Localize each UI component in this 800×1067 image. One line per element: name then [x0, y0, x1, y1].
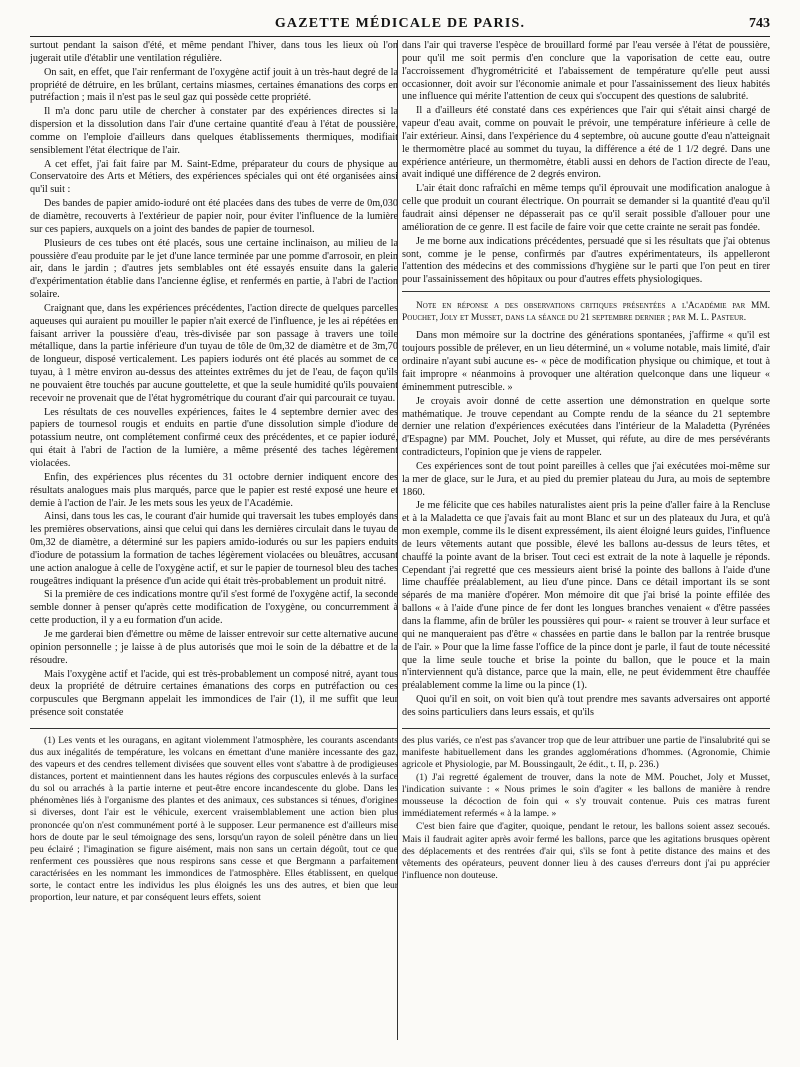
- paragraph: Je me félicite que ces habiles naturalistes aient pris la peine d'aller faire à la Rencluse et à la Maladetta ce que j'avais fait au mont Blanc et sur un des plateaux du Jura, et qu'à mon exemple, comme ils le disent expressément, ils aient éloigné leurs guides, l'influence de leurs vêtements autant que possible, élevé les ballons au-dessus de leurs têtes, et chauffé la pointe avant de la briser. Tout ceci est extrait de la note à laquelle je réponds. Cependant j'ai regretté que ces messieurs aient brisé la pointe des ballons à l'aide d'une lime chauffée préalablement, au lieu d'une pince. Dans ce détail important ils se sont séparés de ma manière d'opérer. Mon mémoire dit que j'ai brisé la pointe effilée des ballons « à l'aide d'une pince de fer dont les longues branches venaient « d'être passées dans la flamme, afin de brûler les poussières qui pour- « raient se trouver à leur surface et qui ne manqueraient pas d'être « chassées en partie dans le ballon par la rentrée brusque de l'air. » Pour que la lime fasse l'office de la pince dont je parle, il faut de toute nécessité que la lime seule touche et brise la pointe du ballon, que le pouce et la main n'interviennent qu'à distance, parce que la main, elle, ne peut évidemment être chauffée préalablement comme la lime ou la pince (1).: [402, 500, 770, 692]
- footnote-rule: [30, 728, 398, 729]
- paragraph: Je croyais avoir donné de cette assertion une démonstration en quelque sorte mathématique. Je trouve cependant au Compte rendu de la séance du 21 septembre dernier une relation d'expériences exécutées dans l'intérieur de la Maladetta (Pyrénées d'Espagne) par MM. Pouchet, Joly et Musset, qui réfute, au dire de mes persévérants contradicteurs, l'opinion que je viens de rappeler.: [402, 395, 770, 459]
- paragraph: On sait, en effet, que l'air renfermant de l'oxygène actif jouit à un très-haut degré de la propriété de détruire, en les brûlant, certains miasmes, certaines émanations des corps en putréfaction ; mais il n'est pas le seul gaz qui possède cette propriété.: [30, 66, 398, 104]
- paragraph: Ces expériences sont de tout point pareilles à celles que j'ai exécutées moi-même sur la mer de glace, sur le Jura, et au pied du premier plateau du Jura, au mois de septembre 1860.: [402, 460, 770, 498]
- paragraph: Je me borne aux indications précédentes, persuadé que si les résultats que j'ai obtenus sont, comme je le pense, confirmés par d'autres expérimentateurs, ils appelleront l'attention des médecins et des commissions d'hygiène sur le parti que l'on peut en tirer pour l'assainissement des hôpitaux ou pour d'autres effets physiologiques.: [402, 235, 770, 286]
- paragraph: Je me garderai bien d'émettre ou même de laisser entrevoir sur cette alternative aucune opinion personnelle ; je laisse à de plus autorisés que moi le soin de la débattre et de la résoudre.: [30, 628, 398, 666]
- paragraph: dans l'air qui traverse l'espèce de brouillard formé par l'eau versée à l'état de poussière, pour qu'il me soit permis d'en conclure que la vaporisation de cette eau, outre l'accroissement d'hygrométricité et l'abaissement de température qu'elle peut aussi occasionner, doit avoir sur l'économie animale et pour l'assainissement des lieux habités une influence qui mérite l'attention de ceux qui s'occupent des questions de salubrité.: [402, 40, 770, 103]
- paragraph: Enfin, des expériences plus récentes du 31 octobre dernier indiquent encore des résultats analogues mais plus marqués, parce que le papier est resté exposé une heure et demie à l'action de l'air. Je les mets sous les yeux de l'Académie.: [30, 471, 398, 509]
- page-header: [30, 16, 770, 37]
- footnote: (1) J'ai regretté également de trouver, dans la note de MM. Pouchet, Joly et Musset, l'indication suivante : « Nous primes le soin d'agiter « les ballons de manière à rendre mousseuse la décoction de foin qui « s'y trouvait contenue. Puis ces matras furent immédiatement refermés « à la lampe. »: [402, 772, 770, 820]
- footnote-continued: des plus variés, ce n'est pas s'avancer trop que de leur attribuer une partie de l'insalubrité qui se manifeste habituellement dans les grandes agglomérations d'hommes. (Agronomie, Chimie agricole et Physiologie, par M. Boussingault, 2e édit., t. II, p. 236.): [402, 734, 770, 770]
- paragraph: Si la première de ces indications montre qu'il s'est formé de l'oxygène actif, la seconde semble donner à penser qu'après cette modification de l'oxygène, ou concurremment à cette production, il y a eu formation d'un acide.: [30, 589, 398, 627]
- page-number: 743: [749, 16, 770, 31]
- paragraph: Ainsi, dans tous les cas, le courant d'air humide qui traversait les tubes employés dans les premières observations, ainsi que celui qui dans les dernières circulait dans le tuyau de 0m,32 de diamètre, a déterminé sur les papiers amido-iodurés ou sur les papiers enduits d'iodure de potassium la formation de taches légèrement violacées ou bleuâtres, accusant une action analogue à celle de l'oxygène actif, et sur le papier de tournesol bleu des taches rougeâtres indiquant la présence d'un acide qui était très-probablement un produit nitré.: [30, 511, 398, 587]
- note-title: Note en réponse a des observations critiques présentées a l'Académie par MM. Pouchet, Joly et Musset, dans la séance du 21 septembre dernier ; par M. L. Pasteur.: [402, 301, 770, 324]
- paragraph: Plusieurs de ces tubes ont été placés, sous une certaine inclinaison, au milieu de la poussière d'eau produite par le jet d'une lance terminée par une pomme d'arrosoir, en plein air, dans le jardin ; d'autres jets semblables ont été essayés ensuite dans la galerie d'expérimentation établie dans l'ancienne église, et renfermés en partie, à l'abri de l'action solaire.: [30, 237, 398, 301]
- paragraph: Dans mon mémoire sur la doctrine des générations spontanées, j'affirme « qu'il est toujours possible de prélever, en un lieu déterminé, un « volume notable, mais limité, d'air ordinaire n'ayant subi aucune es- « pèce de modification physique ou chimique, et tout à fait impropre « néanmoins à provoquer une altération quelconque dans une liqueur « éminemment putrescible. »: [402, 330, 770, 393]
- paragraph: Il a d'ailleurs été constaté dans ces expériences que l'air qui s'était ainsi chargé de vapeur d'eau avait, comme on pouvait le prévoir, une température inférieure à celle de l'air extérieur. Ainsi, dans l'expérience du 4 septembre, où aucune goutte d'eau n'atteignait le thermomètre placé au sommet du tuyau, la différence a été de 1 1/2 degré. Dans une expérience antérieure, un thermomètre, établi aussi en dehors de l'action directe de l'eau, avait indiqué une différence de 2 degrés environ.: [402, 105, 770, 181]
- section-separator: [402, 291, 770, 292]
- paragraph: Il m'a donc paru utile de chercher à constater par des expériences directes si la dispersion et la dissolution dans l'air d'une certaine quantité d'eau à l'état de poussière, comme on l'emploie d'ailleurs dans quelques établissements thermiques, modifiait sensiblement l'état électrique de l'air.: [30, 106, 398, 156]
- footnote: C'est bien faire que d'agiter, quoique, pendant le retour, les ballons soient assez secoués. Mais il faudrait agiter après avoir fermé les ballons, parce que les agitations brusques opèrent des déplacements et des rentrées d'air qui, s'ils se font à petite distance des mains et des vêtements des opérateurs, peuvent donner lieu à des causes d'erreurs dont j'ai pu apprécier l'influence non douteuse.: [402, 821, 770, 881]
- right-column: [402, 40, 770, 1060]
- paragraph: Les résultats de ces nouvelles expériences, faites le 4 septembre dernier avec des papiers de tournesol rougis et enduits en partie d'une dissolution simple d'iodure de potassium neutre, ont complétement confirmé ceux des précédentes, et ce papier ioduré, qui était à l'abri de l'action de la lumière, a même présenté des taches légèrement violacées.: [30, 406, 398, 469]
- paragraph: surtout pendant la saison d'été, et même pendant l'hiver, dans tous les lieux où l'on jugerait utile d'établir une ventilation régulière.: [30, 40, 398, 64]
- paragraph: L'air était donc rafraîchi en même temps qu'il éprouvait une modification analogue à celle que produit un courant électrique. On pourrait se demander si la quantité d'eau qu'il faudrait ainsi dépenser ne dépasserait pas ce qu'il serait possible d'allouer pour une amélioration de ce genre. Il est facile de faire voir que cette crainte ne serait pas fondée.: [402, 183, 770, 233]
- journal-title: GAZETTE MÉDICALE DE PARIS.: [274, 16, 526, 31]
- left-column: [30, 40, 398, 1060]
- paragraph: A cet effet, j'ai fait faire par M. Saint-Edme, préparateur du cours de physique au Conservatoire des Arts et Métiers, des expériences spéciales qui ont été organisées ainsi qu'il suit :: [30, 158, 398, 196]
- footnote-rule: [402, 728, 770, 729]
- paragraph: Mais l'oxygène actif et l'acide, qui est très-probablement un composé nitré, ayant tous deux la propriété de détruire certaines émanations des corps en putréfaction ou ces corpuscules que Bergmann appelait les immondices de l'air (1), il me suffit que leur présence soit constatée: [30, 668, 398, 719]
- paragraph: Craignant que, dans les expériences précédentes, l'action directe de quelques parcelles aqueuses qui auraient pu mouiller le papier n'ait exercé de l'influence, je les ai répétées en faisant arriver la poussière d'eau, très-divisée par son passage à travers une toile métallique, dans la partie inférieure d'un tuyau de tôle de 0m,32 de diamètre et de 3m,70 de longueur, disposé verticalement. Les papiers iodurés ont été placés au sommet de ce tuyau, à 1 mètre environ au-dessus des atteintes extrêmes du jet de l'eau, de façon qu'ils ne pouvaient être touchés par aucune gouttelette, et que la seule humidité qu'ils pouvaient recevoir ne provenait que de l'état hygrométrique du courant d'air qui parcourait ce tuyau.: [30, 302, 398, 404]
- footnote: (1) Les vents et les ouragans, en agitant violemment l'atmosphère, les courants ascendants dus aux inégalités de température, les volcans en émettant d'une manière incessante des gaz, des vapeurs et des cendres tellement divisées que souvent elles vont s'abattre à de prodigieuses distances, portent et maintiennent dans les hautes régions des corpuscules enlevés à la surface du sol ou arrachés à la partie interne et peut-être encore incandescente du globe. Dans les phénomènes liés à l'organisme des plantes et des animaux, ces substances si ténues, d'origines si diverses, dont l'air est le véhicule, exercent vraisemblablement une action bien plus prononcée qu'on n'est communément porté à le supposer. Leur permanence est d'ailleurs mise hors de doute par le seul témoignage des sens, lorsqu'un rayon de soleil pénètre dans un lieu peu éclairé ; l'imagination se figure aisément, mais non sans un certain dégoût, tout ce que renferment ces poussières que nous respirons sans cesse et que Bergmann a parfaitement caractérisées en les nommant les immondices de l'atmosphère. Elles établissent, en quelque sorte, le contact entre les individus les plus éloignés les uns des autres, et bien que leur proportion, leur nature, et par conséquent leurs effets, soient: [30, 734, 398, 904]
- paragraph: Des bandes de papier amido-ioduré ont été placées dans des tubes de verre de 0m,030 de diamètre, recouverts à l'extérieur de papier noir, pour éviter l'influence de la lumière sur ces papiers, auxquels on a joint des bandes de papier de tournesol.: [30, 198, 398, 235]
- paragraph: Quoi qu'il en soit, on voit bien qu'à tout prendre mes savants adversaires ont apporté des soins particuliers dans leurs essais, et qu'ils: [402, 694, 770, 718]
